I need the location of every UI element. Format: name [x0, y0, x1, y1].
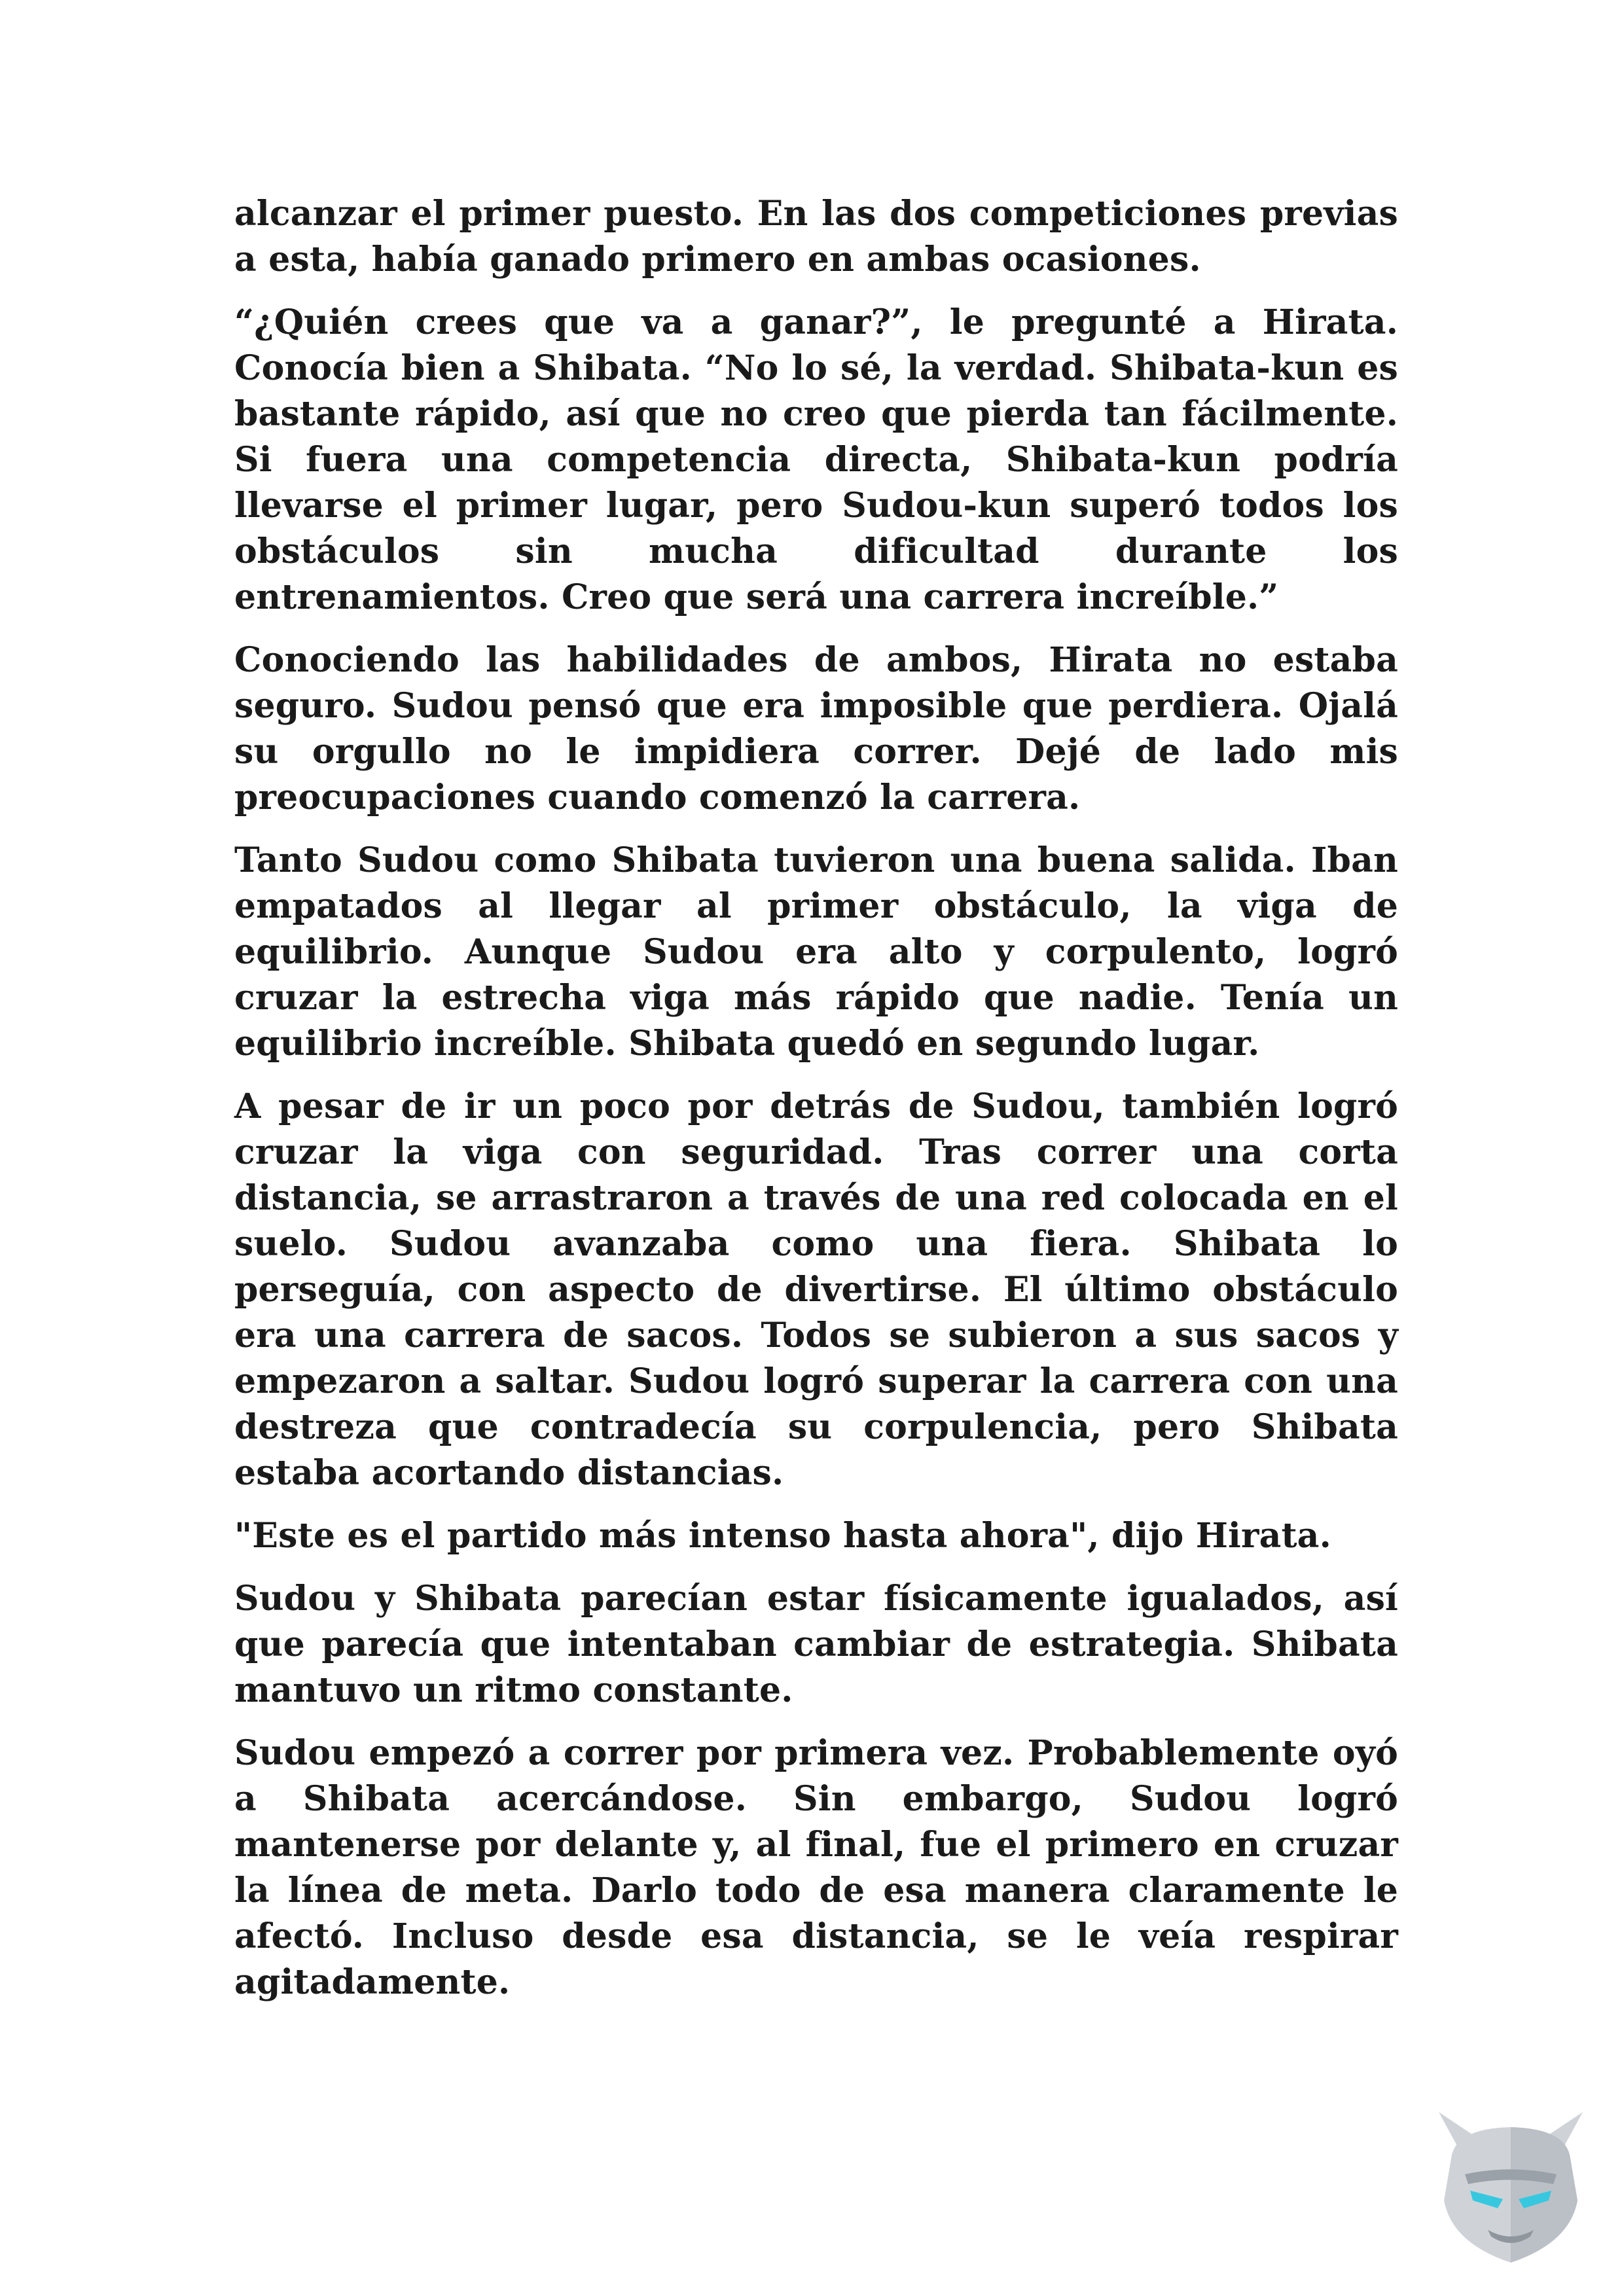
body-text — [234, 191, 1398, 2022]
paragraph-7: Sudou y Shibata parecían estar físicamente igualados, así que parecía que intentaban cambiar de estrategia. Shibata mantuvo un ritmo constante. — [234, 1579, 1398, 1710]
paragraph-8: Sudou empezó a correr por primera vez. Probablemente oyó a Shibata acercándose. Sin embargo, Sudou logró mantenerse por delante y, al final, fue el primero en cruzar la línea de meta. Darlo todo de esa manera claramente le afectó. Incluso desde esa distancia, se le veía respirar agitadamente. — [234, 1733, 1398, 2002]
paragraph-1: alcanzar el primer puesto. En las dos competiciones previas a esta, había ganado primero en ambas ocasiones. — [234, 194, 1398, 279]
demon-mask-logo-icon — [1432, 2102, 1589, 2266]
paragraph-3: Conociendo las habilidades de ambos, Hirata no estaba seguro. Sudou pensó que era imposible que perdiera. Ojalá su orgullo no le impidiera correr. Dejé de lado mis preocupaciones cuando comenzó la carrera. — [234, 640, 1398, 817]
paragraph-6: "Este es el partido más intenso hasta ahora", dijo Hirata. — [234, 1516, 1331, 1556]
paragraph-4: Tanto Sudou como Shibata tuvieron una buena salida. Iban empatados al llegar al primer obstáculo, la viga de equilibrio. Aunque Sudou era alto y corpulento, logró cruzar la estrecha viga más rápido que nadie. Tenía un equilibrio increíble. Shibata quedó en segundo lugar. — [234, 840, 1398, 1064]
paragraph-2: “¿Quién crees que va a ganar?”, le pregunté a Hirata. Conocía bien a Shibata. “No lo sé, la verdad. Shibata-kun es bastante rápido, así que no creo que pierda tan fácilmente. Si fuera una competencia directa, Shibata-kun podría llevarse el primer lugar, pero Sudou-kun superó todos los obstáculos sin mucha dificultad durante los entrenamientos. Creo que será una carrera increíble.” — [234, 302, 1398, 617]
paragraph-5: A pesar de ir un poco por detrás de Sudou, también logró cruzar la viga con seguridad. Tras correr una corta distancia, se arrastraron a través de una red colocada en el suelo. Sudou avanzaba como una fiera. Shibata lo perseguía, con aspecto de divertirse. El último obstáculo era una carrera de sacos. Todos se subieron a sus sacos y empezaron a saltar. Sudou logró superar la carrera con una destreza que contradecía su corpulencia, pero Shibata estaba acortando distancias. — [234, 1086, 1398, 1493]
